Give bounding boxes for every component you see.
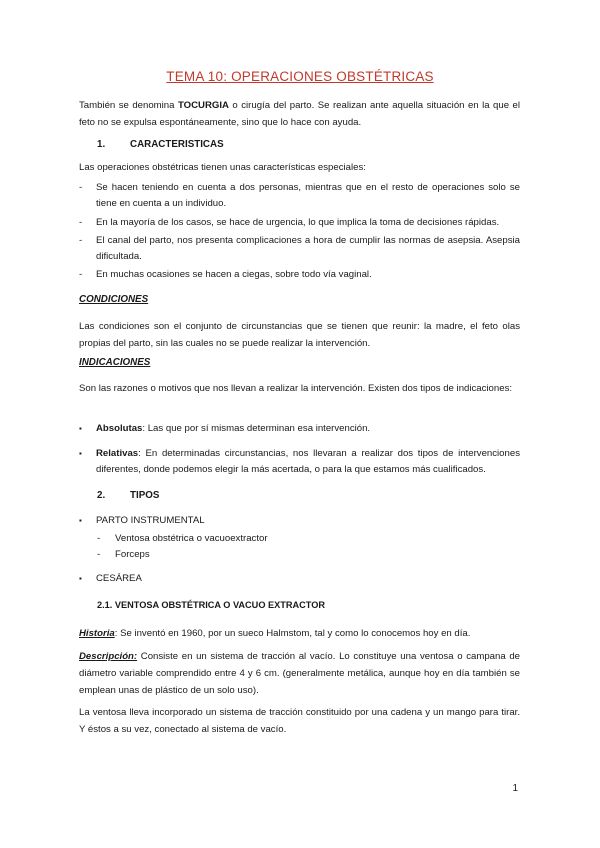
caracteristicas-intro: Las operaciones obstétricas tienen unas características especiales: [79, 162, 366, 173]
historia-text: : Se inventó en 1960, por un sueco Halmstom, tal y como lo conocemos hoy en día. [114, 628, 471, 639]
historia-label: Historia [79, 628, 115, 639]
descripcion-paragraph [79, 648, 520, 699]
condiciones-heading: CONDICIONES [79, 294, 149, 305]
section-label: CARACTERISTICAS [130, 139, 224, 150]
historia-paragraph [79, 625, 520, 642]
dash-bullet: - [97, 549, 101, 560]
indicaciones-heading: INDICACIONES [79, 357, 151, 368]
tipo-subitem [97, 549, 150, 560]
descripcion-label: Descripción: [79, 651, 138, 662]
tipo-sub-label: Forceps [115, 549, 150, 560]
section-1-heading [97, 139, 224, 150]
list-item-text: En la mayoría de los casos, se hace de urgencia, lo que implica la toma de decisiones rápidas. [96, 217, 500, 228]
indicacion-term: Absolutas [96, 423, 143, 434]
list-item [79, 267, 520, 283]
indicacion-text: : En determinadas circunstancias, nos llevaran a realizar dos tipos de intervenciones diferentes, donde podemos elegir la más acertada, o para la que estamos más cualificados. [96, 448, 520, 475]
dash-bullet: - [97, 533, 101, 544]
dash-bullet: - [79, 217, 83, 228]
section-number: 2. [97, 490, 106, 501]
descripcion-text: Consiste en un sistema de tracción al vacío. Lo constituye una ventosa o campana de diámetro variable comprendido entre 4 y 6 cm. (generalmente metálica, aunque hoy en día también se emplean unas de plástico de un solo uso). [79, 651, 520, 696]
indicacion-term: Relativas [96, 448, 139, 459]
dash-bullet: - [79, 269, 83, 280]
ventosa-paragraph: La ventosa lleva incorporado un sistema de tracción constituido por una cadena y un mango para tirar. Y éstos a su vez, conectado al sistema de vacío. [79, 707, 520, 735]
intro-paragraph [79, 97, 520, 131]
tipo-label: PARTO INSTRUMENTAL [96, 515, 205, 526]
list-item [79, 446, 520, 478]
tipo-item [79, 573, 142, 584]
indicaciones-paragraph: Son las razones o motivos que nos llevan a realizar la intervención. Existen dos tipos de indicaciones: [79, 383, 513, 394]
dash-bullet: - [79, 182, 83, 193]
dash-bullet: - [79, 235, 83, 246]
square-bullet: ▪ [79, 449, 82, 458]
section-2-heading [97, 490, 159, 501]
list-item-text: En muchas ocasiones se hacen a ciegas, sobre todo vía vaginal. [96, 269, 372, 280]
list-item [79, 215, 520, 231]
list-item [79, 180, 520, 211]
condiciones-paragraph: Las condiciones son el conjunto de circunstancias que se tienen que reunir: la madre, el feto olas propias del parto, sin las cuales no se puede realizar la intervención. [79, 321, 520, 349]
page-title: TEMA 10: OPERACIONES OBSTÉTRICAS [166, 69, 434, 84]
intro-text: También se denomina [79, 100, 178, 111]
section-2-1-heading: 2.1. VENTOSA OBSTÉTRICA O VACUO EXTRACTOR [97, 600, 326, 610]
page-number: 1 [512, 783, 518, 794]
tipo-sub-label: Ventosa obstétrica o vacuoextractor [115, 533, 268, 544]
list-item [79, 421, 520, 437]
indicacion-text: : Las que por sí mismas determinan esa intervención. [142, 423, 371, 434]
intro-text-rest: o cirugía del parto. Se realizan ante aquella situación en la que el feto no se expulsa espontáneamente, sino que lo hace con ayuda. [79, 100, 520, 128]
square-bullet: ▪ [79, 574, 82, 583]
section-number: 1. [97, 139, 106, 150]
list-item-text: Se hacen teniendo en cuenta a dos personas, mientras que en el resto de operaciones solo se tiene en cuenta a un individuo. [96, 182, 520, 209]
tipo-item [79, 515, 205, 526]
list-item-text: El canal del parto, nos presenta complicaciones a hora de cumplir las normas de asepsia. Asepsia dificultada. [96, 235, 520, 262]
square-bullet: ▪ [79, 424, 82, 433]
tipo-label: CESÁREA [96, 573, 142, 584]
section-label: TIPOS [130, 490, 160, 501]
square-bullet: ▪ [79, 516, 82, 525]
intro-bold-term: TOCURGIA [177, 100, 229, 111]
list-item [79, 233, 520, 264]
tipo-subitem [97, 533, 268, 544]
